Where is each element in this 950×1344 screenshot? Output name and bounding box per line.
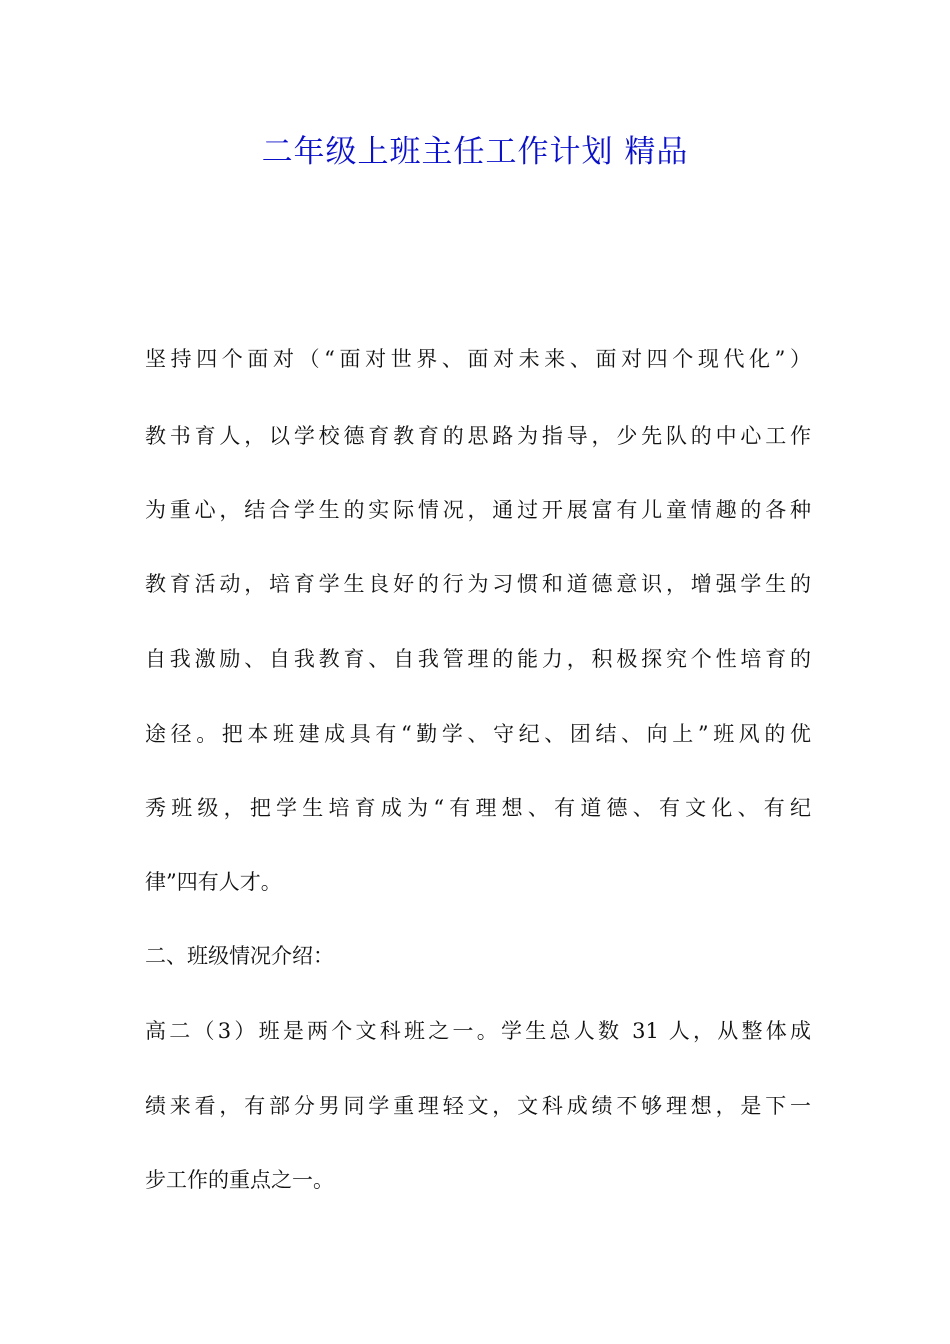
body-line-10: 高二（3）班是两个文科班之一。学生总人数 31 人，从整体成 xyxy=(145,1019,811,1043)
document-title: 二年级上班主任工作计划 精品 xyxy=(261,134,689,170)
body-line-2: 教书育人，以学校德育教育的思路为指导，少先队的中心工作 xyxy=(145,424,811,448)
body-line-6: 途径。把本班建成具有“勤学、守纪、团结、向上”班风的优 xyxy=(145,722,811,746)
body-line-1: 坚持四个面对（“面对世界、面对未来、面对四个现代化”） xyxy=(145,347,811,371)
body-line-7: 秀班级，把学生培育成为“有理想、有道德、有文化、有纪 xyxy=(145,796,811,820)
body-line-5: 自我激励、自我教育、自我管理的能力，积极探究个性培育的 xyxy=(145,647,811,671)
body-line-4: 教育活动，培育学生良好的行为习惯和道德意识，增强学生的 xyxy=(145,572,811,596)
body-line-12: 步工作的重点之一。 xyxy=(145,1168,334,1192)
section-heading: 二、班级情况介绍： xyxy=(145,944,334,968)
body-line-11: 绩来看，有部分男同学重理轻文，文科成绩不够理想，是下一 xyxy=(145,1094,811,1118)
body-line-8: 律”四有人才。 xyxy=(145,870,282,894)
body-line-3: 为重心，结合学生的实际情况，通过开展富有儿童情趣的各种 xyxy=(145,498,811,522)
